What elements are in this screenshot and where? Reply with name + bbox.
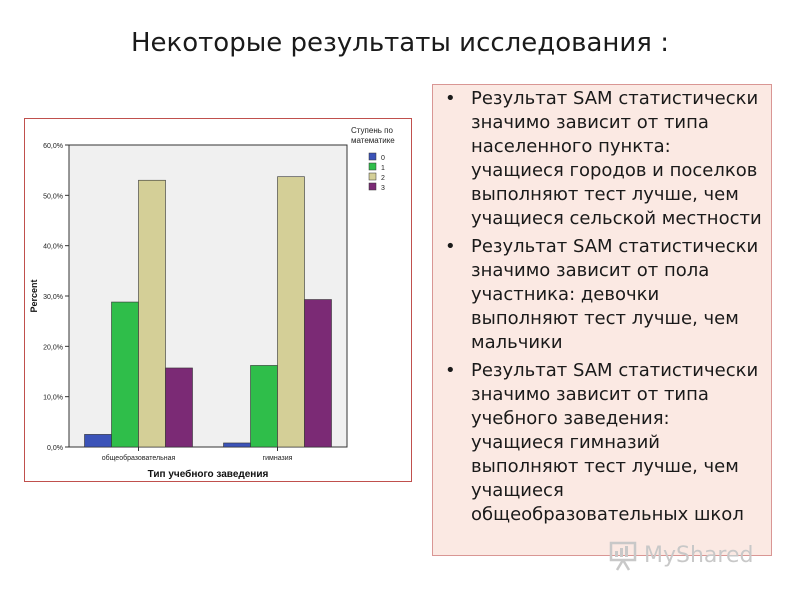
bar-0-1 <box>85 434 112 447</box>
bar-2-2 <box>278 177 305 447</box>
findings-list <box>443 87 765 531</box>
y-tick-label: 40,0% <box>43 243 63 251</box>
y-axis-label: Percent <box>29 279 39 313</box>
y-tick-label: 20,0% <box>43 344 63 352</box>
x-axis-label: Тип учебного заведения <box>147 469 269 480</box>
y-tick-label: 30,0% <box>43 294 63 301</box>
legend-swatch-2 <box>369 173 376 180</box>
watermark-logo-text: MyShared <box>644 543 754 568</box>
legend-title-line-2: математике <box>351 136 395 145</box>
bar-1-1 <box>112 302 139 447</box>
legend-label-3: 3 <box>381 185 385 192</box>
legend-label-1: 1 <box>381 165 385 172</box>
y-tick-label: 60,0% <box>43 143 63 150</box>
y-tick-label: 10,0% <box>43 394 63 402</box>
finding-item <box>443 359 765 527</box>
legend-label-2: 2 <box>381 175 385 182</box>
chart-frame <box>24 118 412 482</box>
bullet-marker: • <box>445 236 456 257</box>
legend-swatch-3 <box>369 183 376 190</box>
legend-label-0: 0 <box>381 155 385 162</box>
bullet-marker: • <box>445 88 456 109</box>
presentation-board-icon <box>608 540 638 572</box>
finding-text: Результат SAM статистически значимо зависит от типа населенного пункта: учащиеся городов и поселков выполняют тест лучше, чем учащиеся сельской местности <box>471 88 762 229</box>
x-tick-label: общеобразовательная <box>101 455 176 462</box>
legend-title-line-1: Ступень по <box>351 126 393 135</box>
bar-2-1 <box>139 180 166 447</box>
finding-text: Результат SAM статистически значимо зависит от пола участника: девочки выполняют тест лучше, чем мальчики <box>471 236 759 353</box>
bar-chart <box>25 119 411 481</box>
y-tick-label: 0,0% <box>47 445 63 452</box>
legend-swatch-1 <box>369 163 376 170</box>
legend-swatch-0 <box>369 153 376 160</box>
bar-3-1 <box>166 368 193 447</box>
y-tick-label: 50,0% <box>43 193 63 201</box>
bullet-marker: • <box>445 360 456 381</box>
slide-title: Некоторые результаты исследования : <box>131 28 669 58</box>
findings-text-box <box>432 84 772 556</box>
finding-item <box>443 87 765 231</box>
bar-3-2 <box>305 300 332 447</box>
bar-1-2 <box>251 365 278 447</box>
myshared-watermark <box>608 540 768 572</box>
finding-text: Результат SAM статистически значимо зависит от типа учебного заведения: учащиеся гимназий выполняют тест лучше, чем учащиеся общеобразовательных школ <box>471 360 759 525</box>
bar-0-2 <box>224 443 251 447</box>
finding-item <box>443 235 765 355</box>
x-tick-label: гимназия <box>262 455 293 462</box>
